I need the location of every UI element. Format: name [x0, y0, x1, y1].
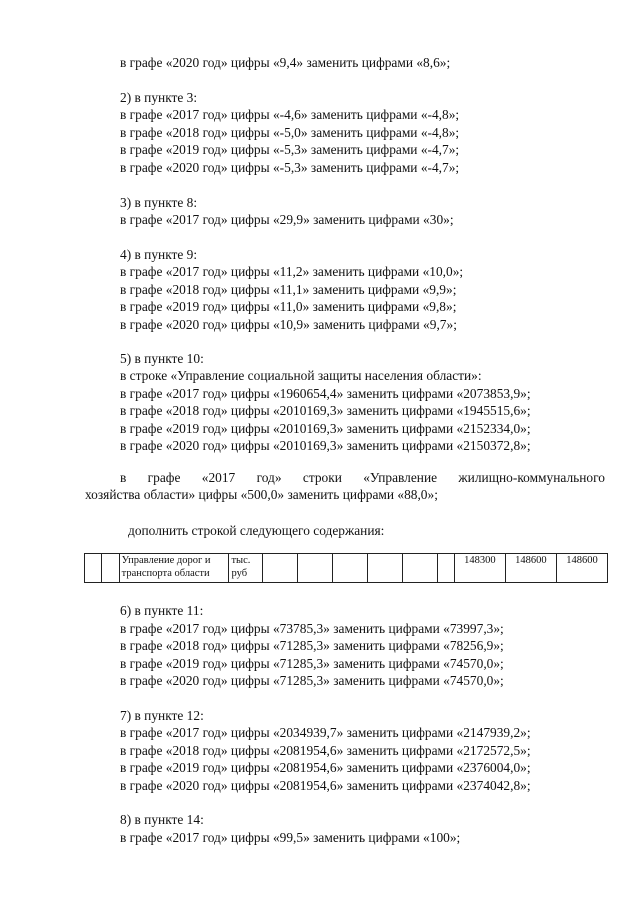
paragraph [85, 469, 605, 503]
text-line: в графе «2017 год» цифры «73785,3» заменить цифрами «73997,3»; [120, 621, 504, 636]
table-cell [85, 554, 102, 583]
table-cell [437, 554, 454, 583]
table-cell [263, 554, 298, 583]
paragraph-line-1 [85, 469, 605, 486]
added-table-row [84, 553, 608, 583]
item-heading: 2) в пункте 3: [120, 90, 198, 105]
item-heading: 5) в пункте 10: [120, 351, 204, 366]
table-cell-value: 148600 [505, 554, 556, 583]
text-line: в графе «2019 год» цифры «11,0» заменить цифрами «9,8»; [120, 299, 457, 314]
text-line: в графе «2017 год» цифры «11,2» заменить цифрами «10,0»; [120, 264, 464, 279]
word: год» [256, 470, 282, 485]
table-cell [402, 554, 437, 583]
text-line: в графе «2020 год» цифры «9,4» заменить цифрами «8,6»; [120, 55, 451, 70]
text-line: в графе «2020 год» цифры «2010169,3» заменить цифрами «2150372,8»; [120, 438, 531, 453]
text-line: в графе «2020 год» цифры «2081954,6» заменить цифрами «2374042,8»; [120, 778, 531, 793]
text-line: в графе «2017 год» цифры «1960654,4» заменить цифрами «2073853,9»; [120, 386, 531, 401]
text-line: в графе «2019 год» цифры «2081954,6» заменить цифрами «2376004,0»; [120, 760, 531, 775]
table-cell-value: 148600 [556, 554, 607, 583]
text-line: в графе «2020 год» цифры «-5,3» заменить цифрами «-4,7»; [120, 160, 460, 175]
text-line: в графе «2017 год» цифры «2034939,7» заменить цифрами «2147939,2»; [120, 725, 531, 740]
table-row [85, 554, 608, 583]
item-heading: 3) в пункте 8: [120, 195, 198, 210]
item-heading: 7) в пункте 12: [120, 708, 204, 723]
text-line: в графе «2020 год» цифры «10,9» заменить цифрами «9,7»; [120, 317, 457, 332]
item-heading: 4) в пункте 9: [120, 247, 198, 262]
table-cell-value: 148300 [454, 554, 505, 583]
item-heading: 8) в пункте 14: [120, 812, 204, 827]
text-line: в графе «2018 год» цифры «-5,0» заменить цифрами «-4,8»; [120, 125, 460, 140]
text-line: в графе «2018 год» цифры «71285,3» заменить цифрами «78256,9»; [120, 638, 504, 653]
text-line: в графе «2017 год» цифры «29,9» заменить цифрами «30»; [120, 212, 454, 227]
text-line: в графе «2019 год» цифры «2010169,3» заменить цифрами «2152334,0»; [120, 421, 531, 436]
text-line: в графе «2017 год» цифры «99,5» заменить цифрами «100»; [120, 830, 461, 845]
table-cell [367, 554, 402, 583]
word: «Управление [363, 470, 438, 485]
item-heading: 6) в пункте 11: [120, 603, 204, 618]
text-line: в графе «2018 год» цифры «11,1» заменить цифрами «9,9»; [120, 282, 457, 297]
table-cell [298, 554, 333, 583]
text-line: в строке «Управление социальной защиты населения области»: [120, 368, 482, 383]
word: жилищно-коммунального [458, 470, 605, 485]
text-line: в графе «2019 год» цифры «-5,3» заменить цифрами «-4,7»; [120, 142, 460, 157]
row-name-line: транспорта области [121, 568, 210, 579]
word: в [120, 470, 127, 485]
text-line: в графе «2018 год» цифры «2081954,6» заменить цифрами «2172572,5»; [120, 743, 531, 758]
word: графе [147, 470, 181, 485]
word: строки [302, 470, 342, 485]
text-line: в графе «2019 год» цифры «71285,3» заменить цифрами «74570,0»; [120, 656, 504, 671]
table-cell [332, 554, 367, 583]
text-line: в графе «2018 год» цифры «2010169,3» заменить цифрами «1945515,6»; [120, 403, 531, 418]
unit-line: тыс. [231, 555, 251, 566]
table-cell-unit [229, 554, 263, 583]
paragraph-line-2: хозяйства области» цифры «500,0» заменить цифрами «88,0»; [85, 487, 438, 502]
table-cell [102, 554, 119, 583]
word: «2017 [201, 470, 236, 485]
add-row-intro: дополнить строкой следующего содержания: [128, 523, 385, 538]
unit-line: руб [231, 568, 248, 579]
row-name-line: Управление дорог и [121, 555, 211, 566]
text-line: в графе «2020 год» цифры «71285,3» заменить цифрами «74570,0»; [120, 673, 504, 688]
table-cell-name [119, 554, 229, 583]
text-line: в графе «2017 год» цифры «-4,6» заменить цифрами «-4,8»; [120, 107, 460, 122]
